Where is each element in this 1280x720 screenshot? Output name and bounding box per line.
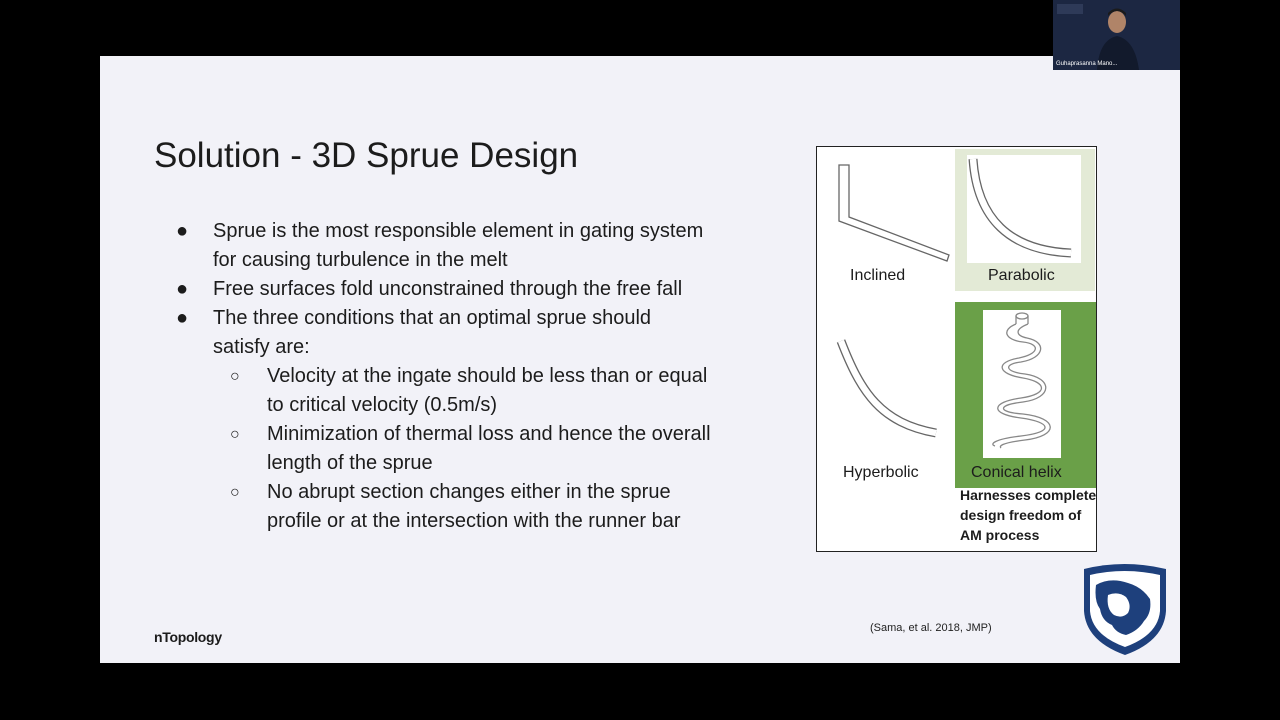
- bullet-glyph: ●: [176, 307, 189, 329]
- bullet-2-line-1: Free surfaces fold unconstrained through the free fall: [213, 278, 683, 300]
- participant-avatar: [1053, 0, 1180, 70]
- sub-bullet-glyph: ○: [230, 368, 240, 385]
- figure-note-line-3: AM process: [960, 527, 1040, 543]
- sub-bullet-2-line-2: length of the sprue: [267, 452, 433, 474]
- inclined-label: Inclined: [850, 267, 906, 284]
- conical-helix-label: Conical helix: [971, 464, 1062, 481]
- citation: (Sama, et al. 2018, JMP): [870, 622, 992, 634]
- hyperbolic-sprue-icon: [831, 333, 941, 443]
- parabolic-label: Parabolic: [988, 267, 1055, 284]
- conical-helix-panel: [955, 302, 1096, 488]
- sub-bullet-2-line-1: Minimization of thermal loss and hence the overall: [267, 423, 711, 445]
- bullet-3-line-2: satisfy are:: [213, 336, 310, 358]
- bullet-1-line-1: Sprue is the most responsible element in gating system: [213, 220, 704, 242]
- sub-bullet-3-line-1: No abrupt section changes either in the sprue: [267, 481, 671, 503]
- inclined-panel: [827, 157, 951, 267]
- sub-bullet-glyph: ○: [230, 426, 240, 443]
- sub-bullet-1-line-2: to critical velocity (0.5m/s): [267, 394, 498, 416]
- bullet-glyph: ●: [176, 220, 189, 242]
- presentation-slide: [100, 56, 1180, 663]
- participant-name: Guhaprasanna Mano...: [1056, 61, 1118, 67]
- hyperbolic-label: Hyperbolic: [843, 464, 919, 481]
- figure-note: [960, 485, 1096, 545]
- conical-helix-sprue-icon: [955, 302, 1096, 488]
- bullet-glyph: ●: [176, 278, 189, 300]
- sub-bullet-glyph: ○: [230, 484, 240, 501]
- sub-bullet-1-line-1: Velocity at the ingate should be less than or equal: [267, 365, 708, 387]
- inclined-sprue-icon: [827, 157, 951, 267]
- figure-note-line-1: Harnesses complete: [960, 487, 1097, 503]
- bullet-1-line-2: for causing turbulence in the melt: [213, 249, 508, 271]
- sub-bullet-3-line-2: profile or at the intersection with the runner bar: [267, 510, 681, 532]
- ntopology-logo: nTopology: [154, 629, 222, 645]
- hyperbolic-panel: [831, 333, 941, 443]
- penn-state-shield-icon: [1080, 561, 1170, 657]
- bullet-3-line-1: The three conditions that an optimal sprue should: [213, 307, 652, 329]
- participant-video-thumbnail[interactable]: [1053, 0, 1180, 70]
- slide-title: Solution - 3D Sprue Design: [154, 136, 579, 175]
- figure-note-line-2: design freedom of: [960, 507, 1082, 523]
